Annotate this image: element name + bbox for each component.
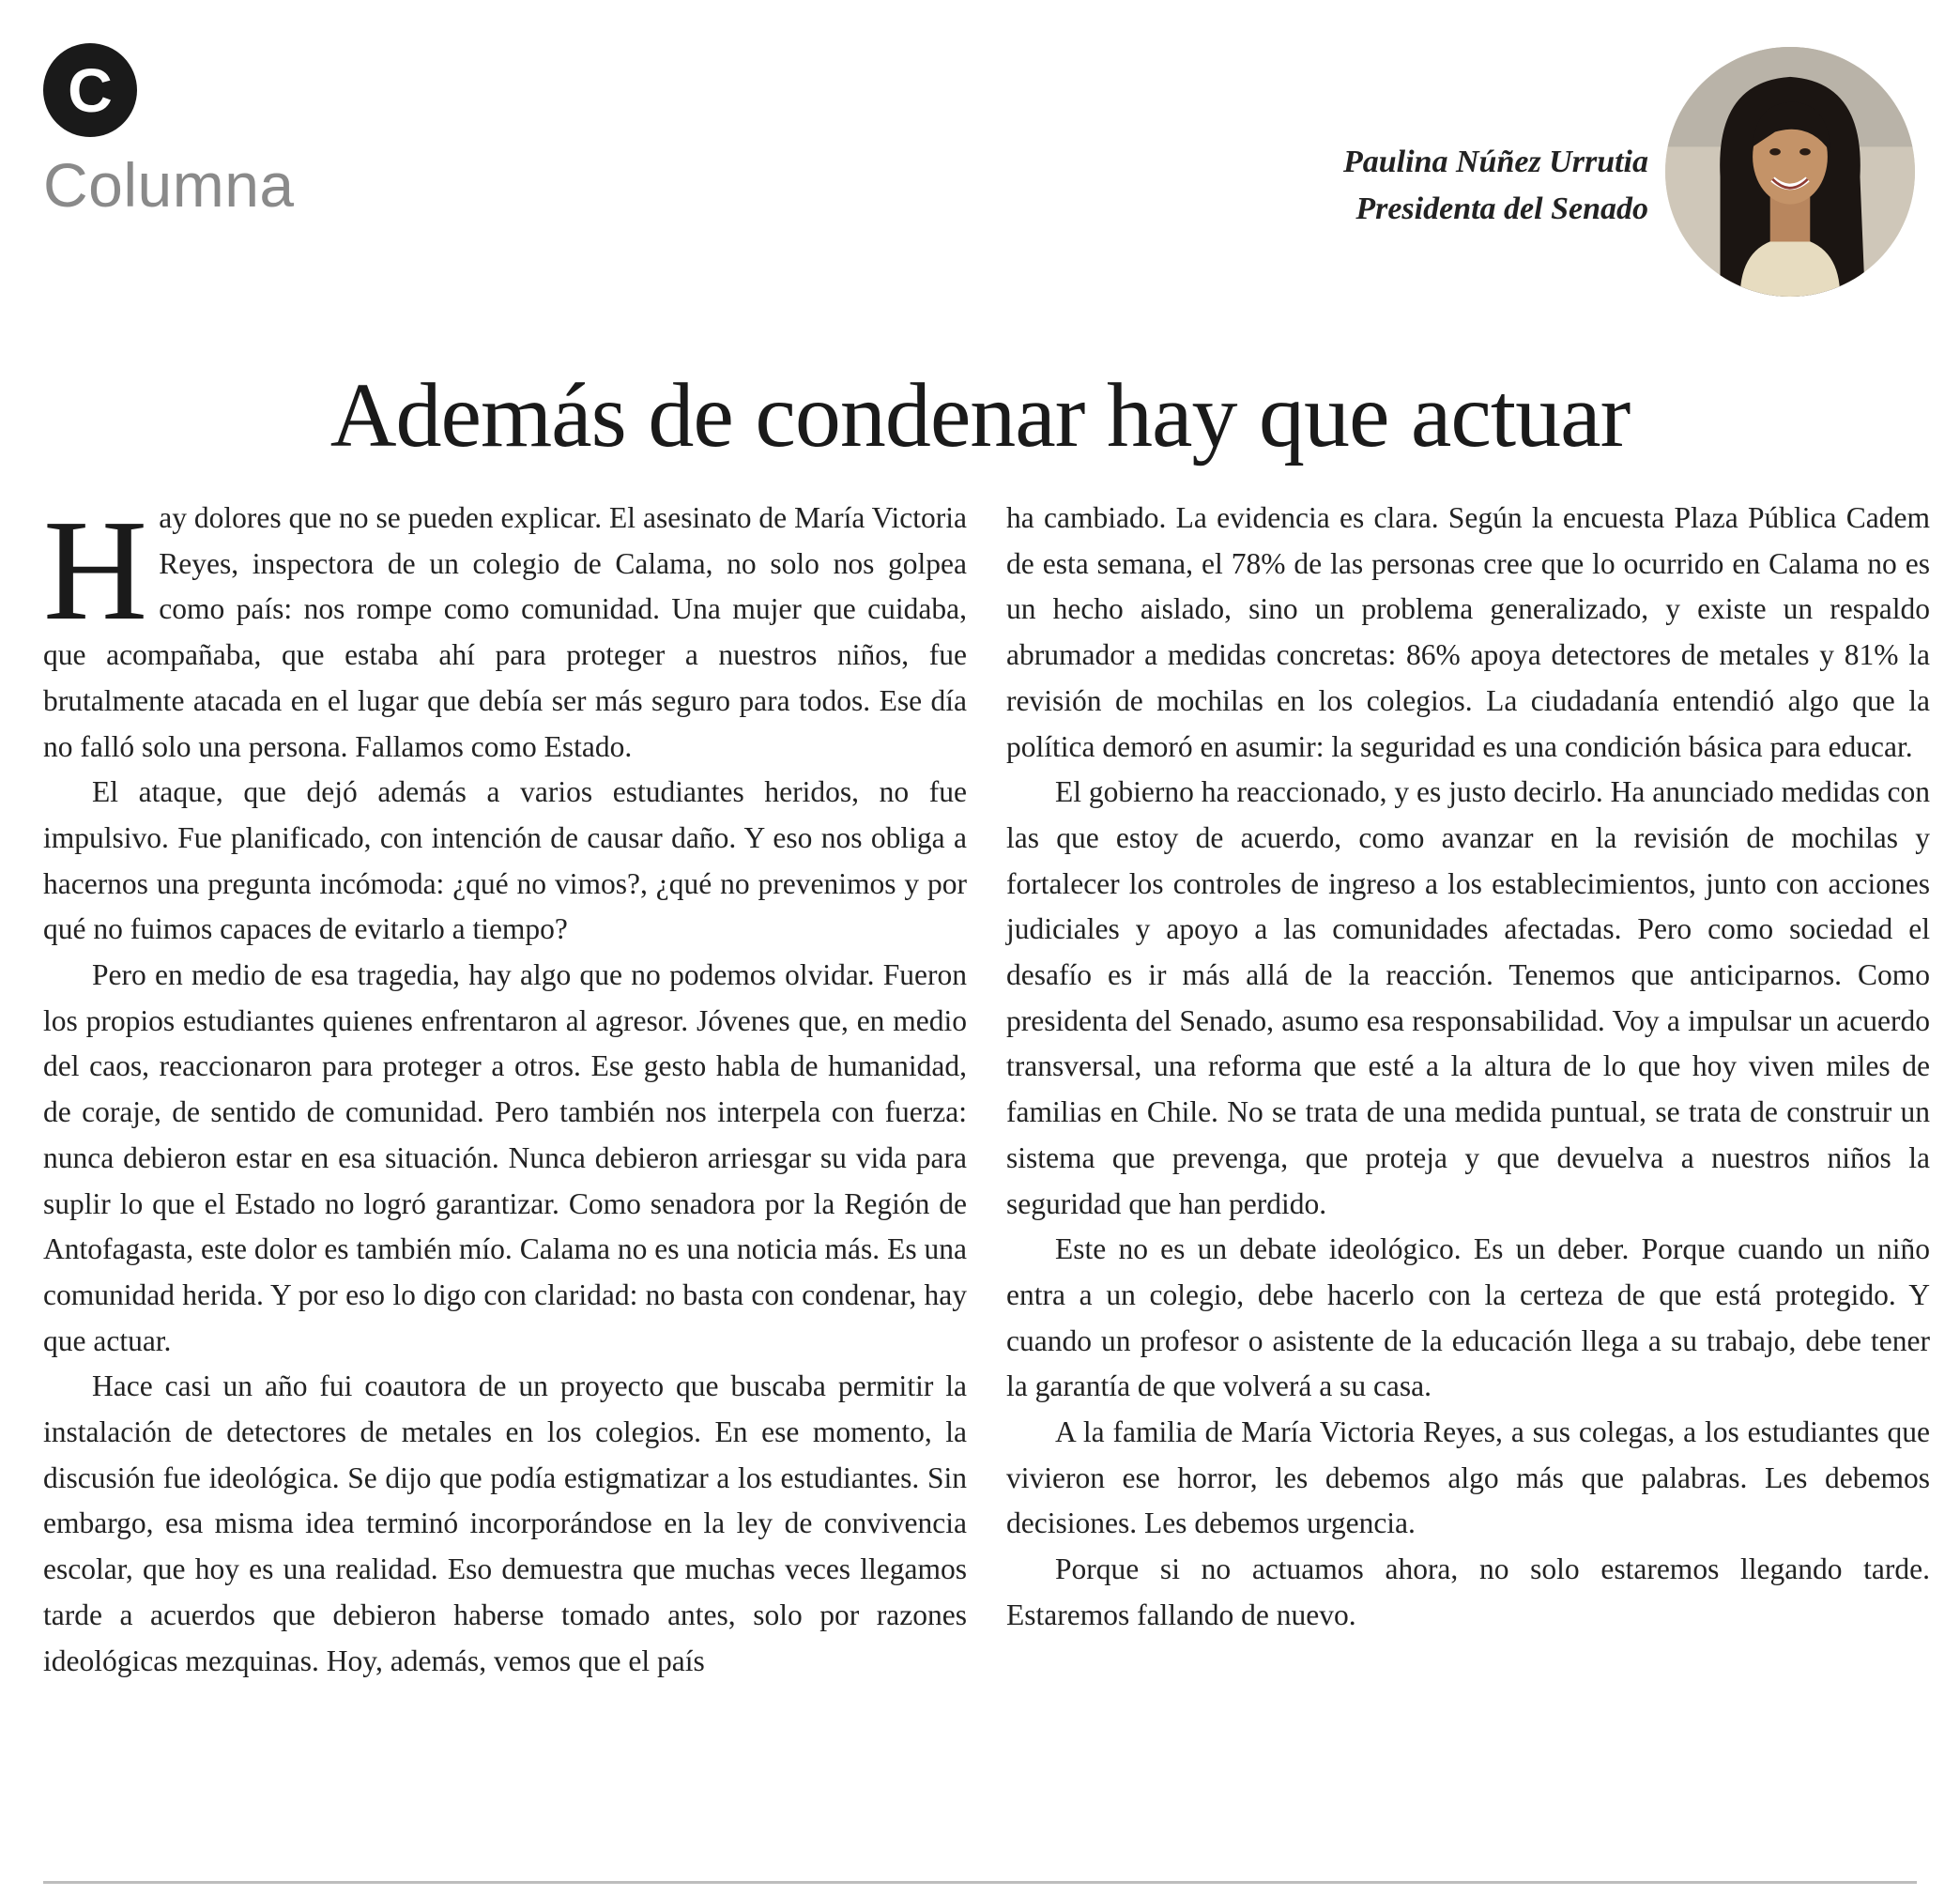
paragraph: El gobierno ha reaccionado, y es justo decirlo. Ha anunciado medidas con las que estoy de acuerdo, como avanzar en la revisión de mochilas y fortalecer los controles de ingreso a los establecimientos, junto con acciones judiciales y apoyo a las comunidades afectadas. Pero como sociedad el desafío es ir más allá de la reacción. Tenemos que anticiparnos. Como presidenta del Senado, asumo esa responsabilidad. Voy a impulsar un acuerdo transversal, una reforma que esté a la altura de lo que hoy viven miles de familias en Chile. No se trata de una medida puntual, se trata de construir un sistema que prevenga, que proteja y que devuelva a nuestros niños la seguridad que han perdido. — [1006, 775, 1930, 1220]
author-photo — [1665, 47, 1915, 297]
section-badge — [43, 43, 137, 137]
paragraph: Este no es un debate ideológico. Es un deber. Porque cuando un niño entra a un colegio, debe hacerlo con la certeza de que está protegido. Y cuando un profesor o asistente de la educación llega a su trabajo, debe tener la garantía de que volverá a su casa. — [1006, 1232, 1930, 1403]
author-title: Presidenta del Senado — [1355, 191, 1648, 226]
drop-cap: H — [43, 491, 148, 650]
byline — [1343, 139, 1648, 233]
paragraph: Pero en medio de esa tragedia, hay algo que no podemos olvidar. Fueron los propios estudiantes quienes enfrentaron al agresor. Jóvenes que, en medio del caos, reaccionaron para proteger a otros. Ese gesto habla de humanidad, de coraje, de sentido de comunidad. Pero también nos interpela con fuerza: nunca debieron estar en esa situación. Nunca debieron arriesgar su vida para suplir lo que el Estado no logró garantizar. Como senadora por la Región de Antofagasta, este dolor es también mío. Calama no es una noticia más. Es una comunidad herida. Y por eso lo digo con claridad: no basta con condenar, hay que actuar. — [43, 958, 967, 1357]
paragraph: Porque si no actuamos ahora, no solo estaremos llegando tarde. Estaremos fallando de nuevo. — [1006, 1552, 1930, 1631]
paragraph: Hace casi un año fui coautora de un proyecto que buscaba permitir la instalación de detectores de metales en los colegios. En ese momento, la discusión fue ideológica. Se dijo que podía estigmatizar a los estudiantes. Sin embargo, esa misma idea terminó incorporándose en la ley de convivencia escolar, que hoy es una realidad. Eso demuestra que muchas veces llegamos tarde a acuerdos que debieron haberse tomado antes, solo por razones ideológicas mezquinas. Hoy, además, vemos que el país — [43, 1369, 967, 1677]
paragraph: A la familia de María Victoria Reyes, a sus colegas, a los estudiantes que vivieron ese horror, les debemos algo más que palabras. Les debemos decisiones. Les debemos urgencia. — [1006, 1415, 1930, 1540]
section-badge-letter: C — [68, 55, 113, 125]
section-name: Columna — [43, 150, 295, 220]
author-portrait-image — [1665, 47, 1915, 297]
article-column-left — [43, 491, 967, 1684]
author-name: Paulina Núñez Urrutia — [1343, 145, 1648, 179]
paragraph — [43, 491, 967, 770]
paragraph-text: ay dolores que no se pueden explicar. El asesinato de María Victoria Reyes, inspectora de un colegio de Calama, no solo nos golpea como país: nos rompe como comunidad. Una mujer que cuidaba, que acompañaba, que estaba ahí para proteger a nuestros niños, fue brutalmente atacada en el lugar que debía ser más seguro para todos. Ese día no falló solo una persona. Fallamos como Estado. — [43, 501, 967, 763]
paragraph: El ataque, que dejó además a varios estudiantes heridos, no fue impulsivo. Fue planificado, con intención de causar daño. Y eso nos obliga a hacernos una pregunta incómoda: ¿qué no vimos?, ¿qué no prevenimos y por qué no fuimos capaces de evitarlo a tiempo? — [43, 775, 967, 946]
article-column-right — [1006, 496, 1930, 1639]
bottom-rule — [43, 1881, 1917, 1884]
headline: Además de condenar hay que actuar — [329, 365, 1631, 466]
paragraph: ha cambiado. La evidencia es clara. Según la encuesta Plaza Pública Cadem de esta semana, el 78% de las personas cree que lo ocurrido en Calama no es un hecho aislado, sino un problema generalizado, y existe un respaldo abrumador a medidas concretas: 86% apoya detectores de metales y 81% la revisión de mochilas en los colegios. La ciudadanía entendió algo que la política demoró en asumir: la seguridad es una condición básica para educar. — [1006, 501, 1930, 763]
